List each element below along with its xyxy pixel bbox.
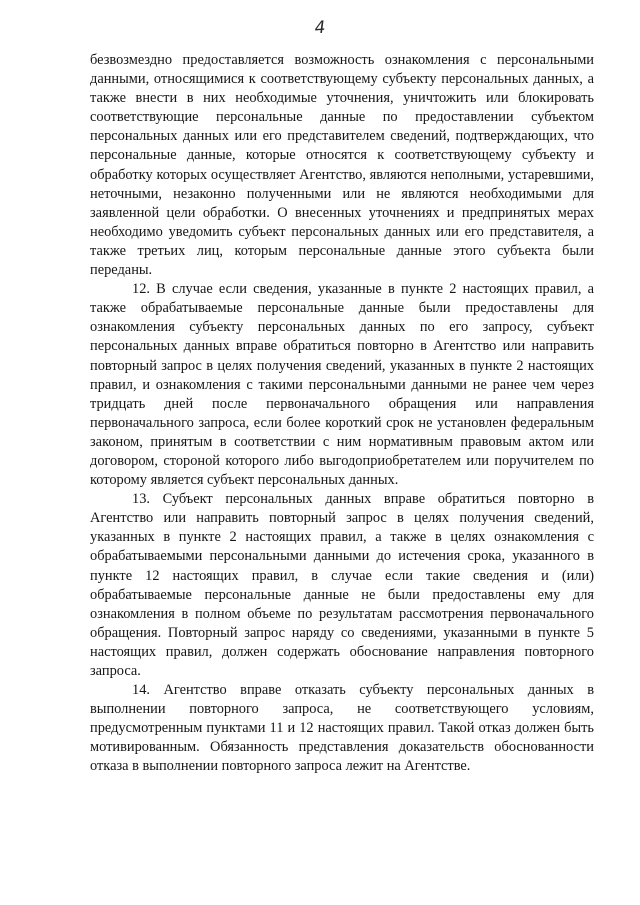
paragraph-item-12: 12. В случае если сведения, указанные в пункте 2 настоящих правил, а также обрабатываемые персональные данные были предоставлены для ознакомления субъекту персональных данных по его запросу, субъект персональных данных вправе обратиться повторно в Агентство или направить повторный запрос в целях получения сведений, указанных в пункте 2 настоящих правил, и ознакомления с такими персональными данными не ранее чем через тридцать дней после первоначального обращения или направления первоначального запроса, если более короткий срок не установлен федеральным законом, принятым в соответствии с ним нормативным правовым актом или договором, стороной которого либо выгодоприобретателем или поручителем по которому является субъект персональных данных. <box>90 281 594 489</box>
paragraph-continuation: безвозмездно предоставляется возможность ознакомления с персональными данными, относящимися к соответствующему субъекту персональных данных, а также внести в них необходимые уточнения, уничтожить или блокировать соответствующие персональные данные по предоставлении субъектом персональных данных или его представителем сведений, подтверждающих, что персональные данные, которые относятся к соответствующему субъекту и обработку которых осуществляет Агентство, являются неполными, устаревшими, неточными, незаконно полученными или не являются необходимыми для заявленной цели обработки. О внесенных уточнениях и предпринятых мерах необходимо уведомить субъект персональных данных или его представителя, а также третьих лиц, которым персональные данные этого субъекта были переданы. <box>90 52 594 279</box>
paragraph-item-14: 14. Агентство вправе отказать субъекту персональных данных в выполнении повторного запроса, не соответствующего условиям, предусмотренным пунктами 11 и 12 настоящих правил. Такой отказ должен быть мотивированным. Обязанность представления доказательств обоснованности отказа в выполнении повторного запроса лежит на Агентстве. <box>90 682 594 775</box>
document-body <box>90 51 594 777</box>
page-number: 4 <box>313 17 327 39</box>
paragraph-item-13: 13. Субъект персональных данных вправе обратиться повторно в Агентство или направить повторный запрос в целях получения сведений, указанных в пункте 2 настоящих правил, а также в целях ознакомления с обрабатываемыми персональными данными до истечения срока, указанного в пункте 12 настоящих правил, в случае если такие сведения и (или) обрабатываемые персональные данные не были предоставлены ему для ознакомления в полном объеме по результатам рассмотрения первоначального обращения. Повторный запрос наряду со сведениями, указанными в пункте 5 настоящих правил, должен содержать обоснование направления повторного запроса. <box>90 491 594 679</box>
